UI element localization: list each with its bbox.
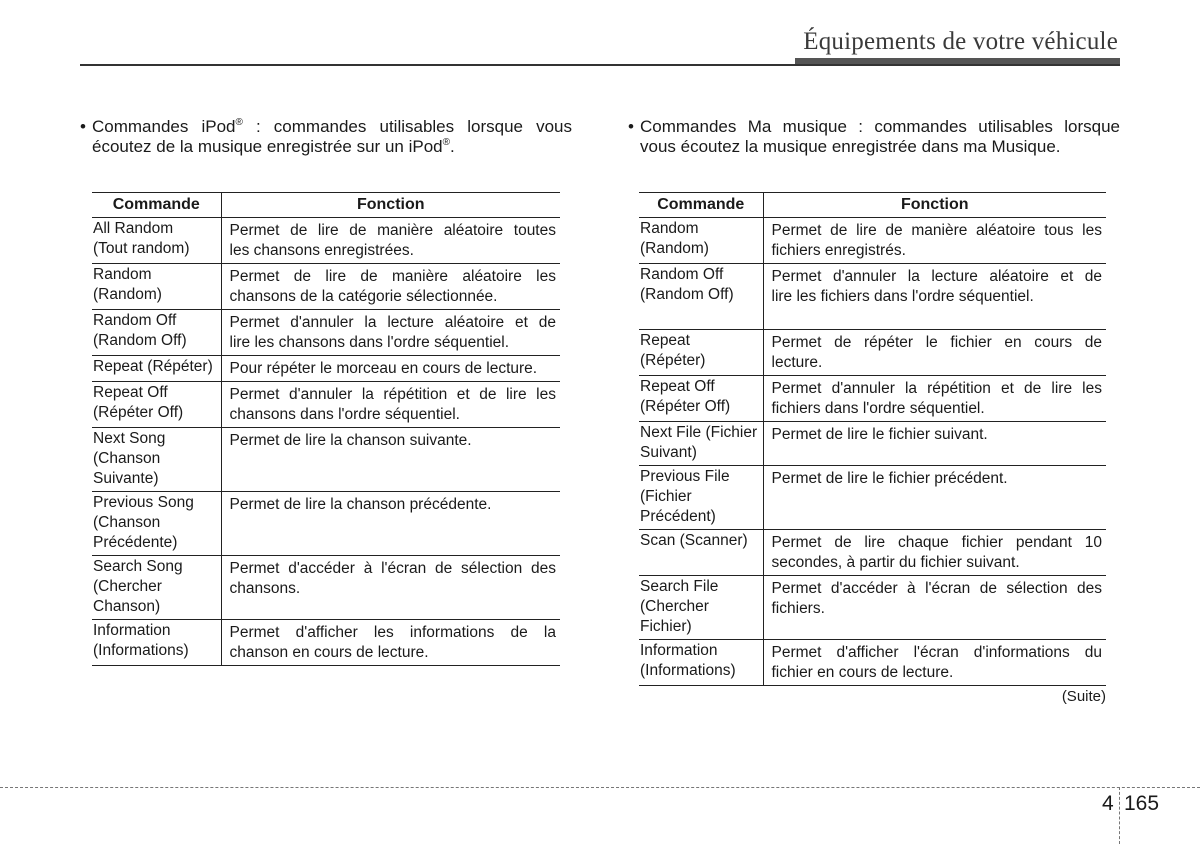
command-text: Repeat (Répéter) bbox=[640, 332, 706, 369]
footer-dashed-rule bbox=[0, 787, 1200, 788]
function-text: fichiers dans l'ordre séquentiel. bbox=[771, 400, 985, 417]
command-cell bbox=[639, 264, 763, 330]
command-text: Random bbox=[640, 220, 699, 237]
command-text: Previous Song bbox=[93, 494, 194, 511]
function-cell bbox=[763, 218, 1106, 264]
function-cell bbox=[763, 576, 1106, 640]
function-text: Permet de répéter le fichier en cours de bbox=[771, 334, 1102, 351]
bullet-icon: • bbox=[80, 117, 86, 136]
command-text: Précédente) bbox=[93, 534, 178, 551]
function-cell bbox=[221, 264, 560, 310]
command-text: (Chanson bbox=[93, 450, 161, 467]
left-intro-line1: Commandes iPod® : commandes utilisables lorsque vous bbox=[92, 117, 572, 136]
command-cell bbox=[639, 422, 763, 466]
function-cell bbox=[221, 620, 560, 666]
right-intro-line1: Commandes Ma musique : commandes utilisables lorsque bbox=[640, 117, 1120, 136]
table-row bbox=[639, 330, 1106, 376]
my-music-commands-body bbox=[639, 218, 1106, 686]
table-row bbox=[639, 264, 1106, 330]
table-row bbox=[639, 640, 1106, 686]
function-cell bbox=[763, 422, 1106, 466]
command-cell bbox=[639, 530, 763, 576]
command-text: Random Off bbox=[640, 266, 724, 283]
command-text: Fichier) bbox=[640, 618, 692, 635]
function-cell bbox=[221, 218, 560, 264]
command-text: Chanson) bbox=[93, 598, 161, 615]
function-text: Permet d'accéder à l'écran de sélection des bbox=[771, 580, 1102, 597]
command-text: Précédent) bbox=[640, 508, 716, 525]
function-text: Permet de lire la chanson suivante. bbox=[229, 432, 472, 449]
function-text: fichiers enregistrés. bbox=[771, 242, 906, 259]
command-cell bbox=[92, 382, 221, 428]
command-text: (Répéter Off) bbox=[93, 404, 184, 421]
column-header-commande: Commande bbox=[92, 193, 221, 218]
chapter-number: 4 bbox=[1102, 792, 1114, 815]
table-row bbox=[639, 576, 1106, 640]
function-text: lecture. bbox=[771, 354, 823, 371]
command-cell bbox=[639, 218, 763, 264]
function-text: lire les fichiers dans l'ordre séquentiel. bbox=[771, 288, 1034, 305]
table-row bbox=[92, 218, 560, 264]
command-text: Random Off bbox=[93, 312, 177, 329]
function-text: chanson en cours de lecture. bbox=[229, 644, 429, 661]
function-text: chansons de la catégorie sélectionnée. bbox=[229, 288, 498, 305]
function-cell bbox=[221, 356, 560, 382]
function-text: Permet d'annuler la répétition et de lire les bbox=[229, 386, 556, 403]
column-header-fonction: Fonction bbox=[763, 193, 1106, 218]
column-header-commande: Commande bbox=[639, 193, 763, 218]
command-text: (Tout random) bbox=[93, 240, 190, 257]
function-cell bbox=[763, 640, 1106, 686]
right-intro bbox=[628, 117, 1120, 157]
right-intro-line2: vous écoutez la musique enregistrée dans ma Musique. bbox=[640, 137, 1061, 156]
command-cell bbox=[639, 576, 763, 640]
function-text: Permet de lire le fichier précédent. bbox=[771, 470, 1008, 487]
page-number: 165 bbox=[1124, 792, 1160, 815]
command-text: Suivant) bbox=[640, 444, 697, 461]
function-cell bbox=[221, 310, 560, 356]
command-cell bbox=[92, 218, 221, 264]
page-header-title: Équipements de votre véhicule bbox=[803, 28, 1118, 55]
function-text: Permet de lire chaque fichier pendant 10 bbox=[771, 534, 1102, 551]
command-text: Suivante) bbox=[93, 470, 159, 487]
function-text: Permet d'annuler la lecture aléatoire et de bbox=[771, 268, 1102, 285]
command-text: (Random Off) bbox=[93, 332, 187, 349]
table-row bbox=[639, 218, 1106, 264]
command-text: Repeat Off bbox=[640, 378, 715, 395]
command-text: Scan (Scanner) bbox=[640, 532, 748, 549]
command-text: (Répéter Off) bbox=[640, 398, 731, 415]
left-intro bbox=[80, 117, 572, 157]
table-header-row bbox=[639, 193, 1106, 218]
continued-label: (Suite) bbox=[1061, 688, 1106, 705]
footer-dashed-divider bbox=[1119, 787, 1120, 844]
command-cell bbox=[92, 356, 221, 382]
table-row bbox=[92, 556, 560, 620]
function-cell bbox=[221, 382, 560, 428]
function-cell bbox=[221, 556, 560, 620]
table-row bbox=[639, 466, 1106, 530]
command-text: Next File (Fichier bbox=[640, 424, 758, 441]
command-text: Next Song bbox=[93, 430, 166, 447]
command-text: All Random bbox=[93, 220, 174, 237]
left-intro-line2: écoutez de la musique enregistrée sur un iPod®. bbox=[92, 137, 455, 156]
command-text: Search Song bbox=[93, 558, 183, 575]
function-text: Permet de lire de manière aléatoire les bbox=[229, 268, 556, 285]
function-text: chansons dans l'ordre séquentiel. bbox=[229, 406, 460, 423]
table-row bbox=[92, 492, 560, 556]
command-text: (Informations) bbox=[93, 642, 189, 659]
ipod-commands-body bbox=[92, 218, 560, 666]
table-row bbox=[92, 264, 560, 310]
function-cell bbox=[221, 428, 560, 492]
function-cell bbox=[221, 492, 560, 556]
command-text: (Fichier bbox=[640, 488, 692, 505]
command-text: Search File bbox=[640, 578, 719, 595]
function-text: Pour répéter le morceau en cours de lecture. bbox=[229, 360, 538, 377]
function-text: chansons. bbox=[229, 580, 301, 597]
bullet-icon: • bbox=[628, 117, 634, 136]
ipod-commands-table bbox=[92, 192, 560, 666]
command-text: Random bbox=[93, 266, 152, 283]
command-text: (Random) bbox=[93, 286, 162, 303]
function-text: secondes, à partir du fichier suivant. bbox=[771, 554, 1020, 571]
table-row bbox=[639, 530, 1106, 576]
function-cell bbox=[763, 530, 1106, 576]
command-cell bbox=[92, 492, 221, 556]
header-rule bbox=[80, 64, 1120, 66]
function-text: Permet d'afficher les informations de la bbox=[229, 624, 556, 641]
function-text: les chansons enregistrées. bbox=[229, 242, 414, 259]
command-text: (Chercher bbox=[93, 578, 162, 595]
function-cell bbox=[763, 376, 1106, 422]
function-cell bbox=[763, 264, 1106, 330]
command-cell bbox=[639, 466, 763, 530]
column-header-fonction: Fonction bbox=[221, 193, 560, 218]
command-text: (Chercher bbox=[640, 598, 709, 615]
command-cell bbox=[92, 310, 221, 356]
function-text: Permet de lire de manière aléatoire tous les bbox=[771, 222, 1102, 239]
table-row bbox=[92, 428, 560, 492]
command-text: Information bbox=[640, 642, 718, 659]
table-row bbox=[639, 376, 1106, 422]
command-cell bbox=[639, 330, 763, 376]
function-text: Permet de lire de manière aléatoire toutes bbox=[229, 222, 556, 239]
my-music-commands-table bbox=[639, 192, 1106, 686]
table-row bbox=[92, 382, 560, 428]
command-text: Information bbox=[93, 622, 171, 639]
table-row bbox=[92, 310, 560, 356]
function-cell bbox=[763, 330, 1106, 376]
function-text: Permet d'annuler la lecture aléatoire et de bbox=[229, 314, 556, 331]
command-cell bbox=[92, 620, 221, 666]
command-text: (Chanson bbox=[93, 514, 161, 531]
command-text: Repeat (Répéter) bbox=[93, 358, 213, 375]
function-text: Permet d'accéder à l'écran de sélection des bbox=[229, 560, 556, 577]
table-header-row bbox=[92, 193, 560, 218]
function-text: fichier en cours de lecture. bbox=[771, 664, 954, 681]
table-row bbox=[639, 422, 1106, 466]
function-text: Permet de lire la chanson précédente. bbox=[229, 496, 492, 513]
command-text: Repeat Off bbox=[93, 384, 168, 401]
table-row bbox=[92, 620, 560, 666]
command-text: (Random) bbox=[640, 240, 709, 257]
function-text: lire les chansons dans l'ordre séquentiel. bbox=[229, 334, 510, 351]
function-text: Permet d'annuler la répétition et de lire les bbox=[771, 380, 1102, 397]
function-cell bbox=[763, 466, 1106, 530]
function-text: Permet de lire le fichier suivant. bbox=[771, 426, 988, 443]
function-text: Permet d'afficher l'écran d'informations du bbox=[771, 644, 1102, 661]
command-cell bbox=[92, 556, 221, 620]
command-text: (Informations) bbox=[640, 662, 736, 679]
command-text: (Random Off) bbox=[640, 286, 734, 303]
command-cell bbox=[92, 264, 221, 310]
command-cell bbox=[92, 428, 221, 492]
command-cell bbox=[639, 640, 763, 686]
table-row bbox=[92, 356, 560, 382]
command-cell bbox=[639, 376, 763, 422]
function-text: fichiers. bbox=[771, 600, 825, 617]
command-text: Previous File bbox=[640, 468, 730, 485]
